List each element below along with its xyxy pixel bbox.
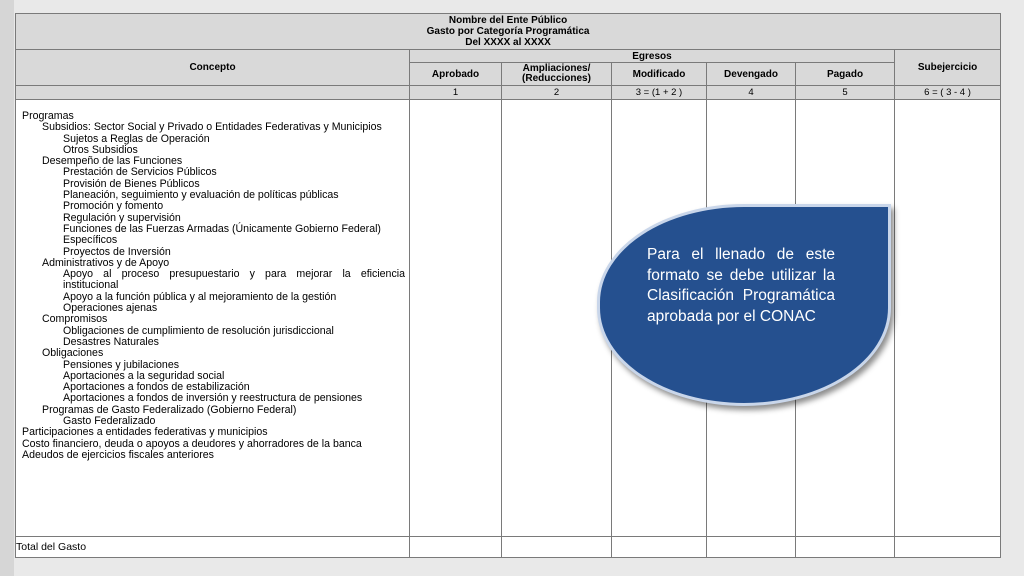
concept-item: Pensiones y jubilaciones (63, 358, 180, 371)
amount-cell (410, 100, 502, 537)
title-row (16, 14, 1001, 50)
concept-item: Aportaciones a la seguridad social (63, 369, 225, 382)
amount-cell (895, 100, 1001, 537)
concept-item: Obligaciones de cumplimiento de resolución jurisdiccional (63, 324, 334, 337)
total-row (16, 537, 1001, 558)
total-cell (707, 537, 796, 558)
concept-item: Costo financiero, deuda o apoyos a deudores y ahorradores de la banca (22, 437, 362, 450)
group-header-row (16, 50, 1001, 63)
concept-item: Administrativos y de Apoyo (42, 256, 170, 269)
concept-item: Operaciones ajenas (63, 302, 158, 315)
total-cell (502, 537, 612, 558)
entity-name: Nombre del Ente Público (448, 15, 568, 26)
concept-item: Proyectos de Inversión (63, 245, 171, 258)
concept-item: Participaciones a entidades federativas y municipios (22, 426, 268, 439)
column-header-egresos: Egresos (410, 50, 895, 63)
concept-item: Apoyo a la función pública y al mejoramiento de la gestión (63, 290, 337, 303)
concept-item: Otros Subsidios (63, 143, 138, 156)
concept-item: Promoción y fomento (63, 200, 164, 213)
column-header-devengado: Devengado (707, 63, 796, 86)
numbering-row (16, 86, 1001, 100)
numbering-cell: 3 = (1 + 2 ) (612, 86, 707, 100)
concept-item: Específicos (63, 234, 118, 247)
concept-item: Sujetos a Reglas de Operación (63, 132, 210, 145)
report-subtitle: Gasto por Categoría Programática (426, 26, 590, 37)
numbering-cell-blank (16, 86, 410, 100)
numbering-cell: 6 = ( 3 - 4 ) (895, 86, 1001, 100)
concept-item: Programas (22, 110, 74, 122)
concept-item: Subsidios: Sector Social y Privado o Entidades Federativas y Municipios (42, 121, 382, 134)
concept-item: Regulación y supervisión (63, 211, 181, 224)
numbering-cell: 1 (410, 86, 502, 100)
numbering-cell: 4 (707, 86, 796, 100)
concept-item: Desastres Naturales (63, 335, 159, 348)
concept-item: Prestación de Servicios Públicos (63, 166, 217, 179)
numbering-cell: 5 (796, 86, 895, 100)
concept-item: Obligaciones (42, 347, 104, 360)
report-period: Del XXXX al XXXX (465, 37, 551, 48)
total-cell (612, 537, 707, 558)
total-cell (895, 537, 1001, 558)
concept-item: Compromisos (42, 313, 108, 326)
column-header-aprobado: Aprobado (410, 63, 502, 86)
total-cell (796, 537, 895, 558)
total-cell (410, 537, 502, 558)
concept-item: Aportaciones a fondos de estabilización (63, 381, 250, 394)
concept-items (16, 111, 409, 461)
amount-cell (502, 100, 612, 537)
concept-item: Aportaciones a fondos de inversión y reestructura de pensiones (63, 392, 363, 405)
callout-note: Para el llenado de este formato se debe utilizar la Clasificación Programática aprobada por el CONAC (647, 246, 835, 325)
concept-item: Planeación, seguimiento y evaluación de políticas públicas (63, 189, 339, 202)
concept-item: Apoyo al proceso presupuestario y para mejorar la eficiencia institucional (63, 268, 405, 292)
concept-item: Gasto Federalizado (63, 415, 156, 428)
concept-item: Adeudos de ejercicios fiscales anteriores (22, 448, 214, 461)
total-label: Total del Gasto (16, 537, 410, 558)
column-header-ampliaciones: Ampliaciones/ (Reducciones) (502, 63, 612, 86)
column-header-modificado: Modificado (612, 63, 707, 86)
concept-item: Funciones de las Fuerzas Armadas (Únicamente Gobierno Federal) (63, 222, 381, 235)
numbering-cell: 2 (502, 86, 612, 100)
column-header-subejercicio: Subejercicio (895, 50, 1001, 86)
concept-item: Provisión de Bienes Públicos (63, 177, 200, 190)
report-title (16, 14, 1001, 50)
column-header-pagado: Pagado (796, 63, 895, 86)
column-header-concepto: Concepto (16, 50, 410, 86)
concept-item: Programas de Gasto Federalizado (Gobierno Federal) (42, 403, 297, 416)
concept-item: Desempeño de las Funciones (42, 155, 183, 168)
concept-list (16, 100, 410, 537)
